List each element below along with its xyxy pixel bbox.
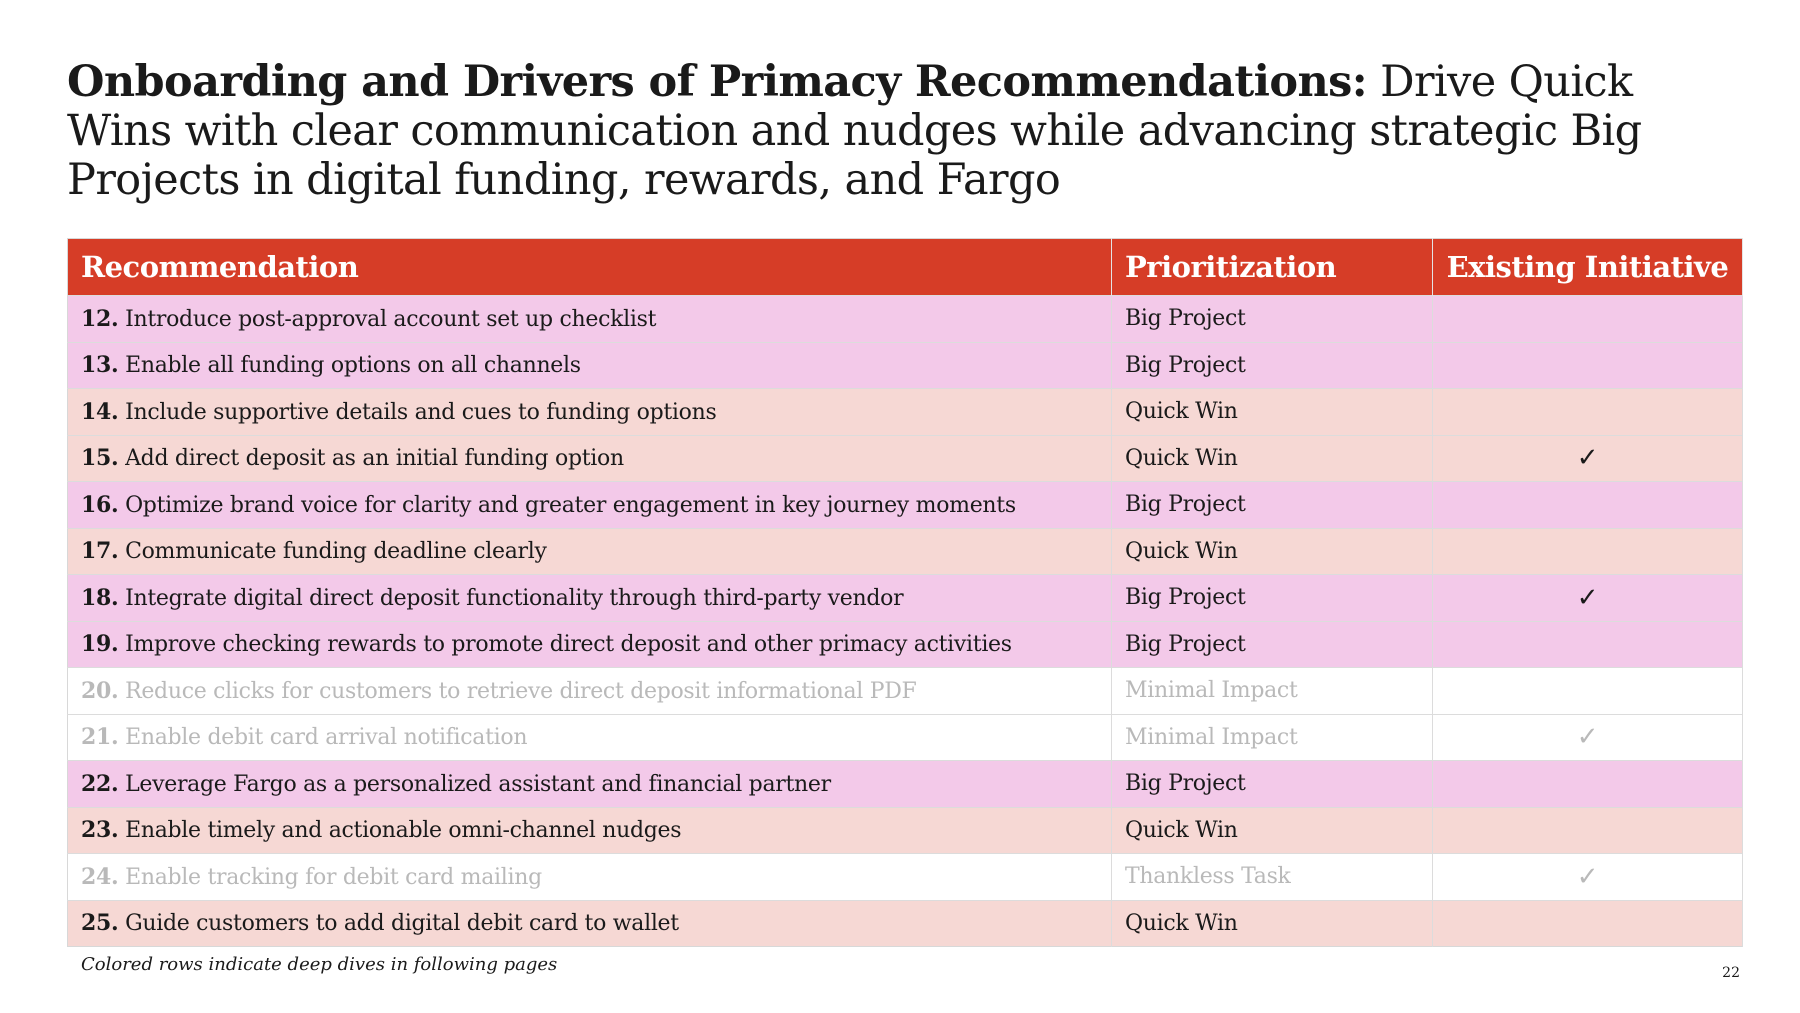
recommendation-text: Communicate funding deadline clearly [118, 539, 547, 565]
recommendation-number: 16. [81, 491, 119, 518]
recommendation-text: Include supportive details and cues to funding options [118, 399, 717, 425]
table-row [68, 807, 1743, 854]
prioritization-cell: Big Project [1112, 761, 1433, 808]
page-title-regular: Drive Quick Wins with clear communication and nudges while advancing strategic Big Projects in digital funding, rewards, and Fargo [67, 57, 1642, 205]
existing-initiative-cell [1433, 900, 1743, 947]
prioritization-cell: Big Project [1112, 621, 1433, 668]
recommendation-cell [68, 714, 1112, 761]
checkmark-icon: ✓ [1433, 575, 1743, 622]
recommendation-cell [68, 668, 1112, 715]
table-row [68, 296, 1743, 343]
recommendation-number: 24. [81, 863, 119, 890]
table-row [68, 389, 1743, 436]
table-row [68, 435, 1743, 482]
column-header-prioritization: Prioritization [1112, 239, 1433, 296]
recommendation-cell [68, 528, 1112, 575]
recommendation-text: Leverage Fargo as a personalized assistant and financial partner [118, 771, 831, 797]
checkmark-icon: ✓ [1433, 435, 1743, 482]
recommendation-number: 14. [81, 398, 119, 425]
recommendation-cell [68, 900, 1112, 947]
recommendation-cell [68, 761, 1112, 808]
recommendation-text: Enable all funding options on all channels [118, 353, 581, 379]
existing-initiative-cell [1433, 807, 1743, 854]
recommendation-cell [68, 342, 1112, 389]
recommendation-cell [68, 389, 1112, 436]
prioritization-cell: Quick Win [1112, 435, 1433, 482]
recommendation-text: Introduce post-approval account set up checklist [118, 306, 657, 332]
prioritization-cell: Thankless Task [1112, 854, 1433, 901]
checkmark-icon: ✓ [1433, 714, 1743, 761]
prioritization-cell: Minimal Impact [1112, 668, 1433, 715]
page-number: 22 [1722, 965, 1740, 981]
recommendation-number: 17. [81, 538, 119, 565]
prioritization-cell: Big Project [1112, 296, 1433, 343]
recommendation-cell [68, 575, 1112, 622]
page-title-bold: Onboarding and Drivers of Primacy Recommendations: [67, 57, 1367, 107]
existing-initiative-cell [1433, 482, 1743, 529]
recommendation-text: Reduce clicks for customers to retrieve direct deposit informational PDF [118, 678, 917, 704]
prioritization-cell: Big Project [1112, 482, 1433, 529]
checkmark-icon: ✓ [1433, 854, 1743, 901]
table-row [68, 854, 1743, 901]
recommendation-text: Guide customers to add digital debit card to wallet [118, 911, 679, 937]
table-row [68, 900, 1743, 947]
recommendation-text: Enable timely and actionable omni-channel nudges [118, 818, 682, 844]
recommendation-cell [68, 807, 1112, 854]
column-header-recommendation: Recommendation [68, 239, 1112, 296]
table-row [68, 714, 1743, 761]
table-row [68, 621, 1743, 668]
table-row [68, 668, 1743, 715]
recommendation-number: 23. [81, 817, 119, 844]
recommendation-number: 19. [81, 631, 119, 658]
table-row [68, 342, 1743, 389]
prioritization-cell: Quick Win [1112, 528, 1433, 575]
table-row [68, 761, 1743, 808]
recommendation-cell [68, 482, 1112, 529]
recommendation-number: 13. [81, 352, 119, 379]
existing-initiative-cell [1433, 621, 1743, 668]
column-header-existing-initiative: Existing Initiative [1433, 239, 1743, 296]
table-row [68, 575, 1743, 622]
existing-initiative-cell [1433, 296, 1743, 343]
recommendation-number: 20. [81, 677, 119, 704]
recommendation-cell [68, 854, 1112, 901]
table-header-row [68, 239, 1743, 296]
prioritization-cell: Quick Win [1112, 389, 1433, 436]
recommendation-text: Enable debit card arrival notification [118, 725, 528, 751]
recommendation-number: 25. [81, 910, 119, 937]
table-row [68, 528, 1743, 575]
existing-initiative-cell [1433, 668, 1743, 715]
recommendation-text: Add direct deposit as an initial funding option [118, 446, 624, 472]
prioritization-cell: Minimal Impact [1112, 714, 1433, 761]
recommendation-cell [68, 296, 1112, 343]
recommendation-text: Enable tracking for debit card mailing [118, 864, 542, 890]
prioritization-cell: Quick Win [1112, 900, 1433, 947]
existing-initiative-cell [1433, 528, 1743, 575]
recommendation-text: Improve checking rewards to promote direct deposit and other primacy activities [118, 632, 1012, 658]
recommendation-cell [68, 621, 1112, 668]
page-title [67, 58, 1747, 205]
table-row [68, 482, 1743, 529]
prioritization-cell: Quick Win [1112, 807, 1433, 854]
recommendation-text: Integrate digital direct deposit functionality through third-party vendor [118, 585, 904, 611]
recommendation-number: 22. [81, 770, 119, 797]
existing-initiative-cell [1433, 389, 1743, 436]
recommendation-number: 12. [81, 305, 119, 332]
recommendation-text: Optimize brand voice for clarity and greater engagement in key journey moments [118, 492, 1016, 518]
recommendations-table [67, 238, 1743, 947]
recommendation-number: 21. [81, 724, 119, 751]
footnote: Colored rows indicate deep dives in following pages [81, 954, 558, 975]
recommendation-cell [68, 435, 1112, 482]
prioritization-cell: Big Project [1112, 342, 1433, 389]
existing-initiative-cell [1433, 342, 1743, 389]
prioritization-cell: Big Project [1112, 575, 1433, 622]
existing-initiative-cell [1433, 761, 1743, 808]
recommendation-number: 18. [81, 584, 119, 611]
recommendation-number: 15. [81, 445, 119, 472]
